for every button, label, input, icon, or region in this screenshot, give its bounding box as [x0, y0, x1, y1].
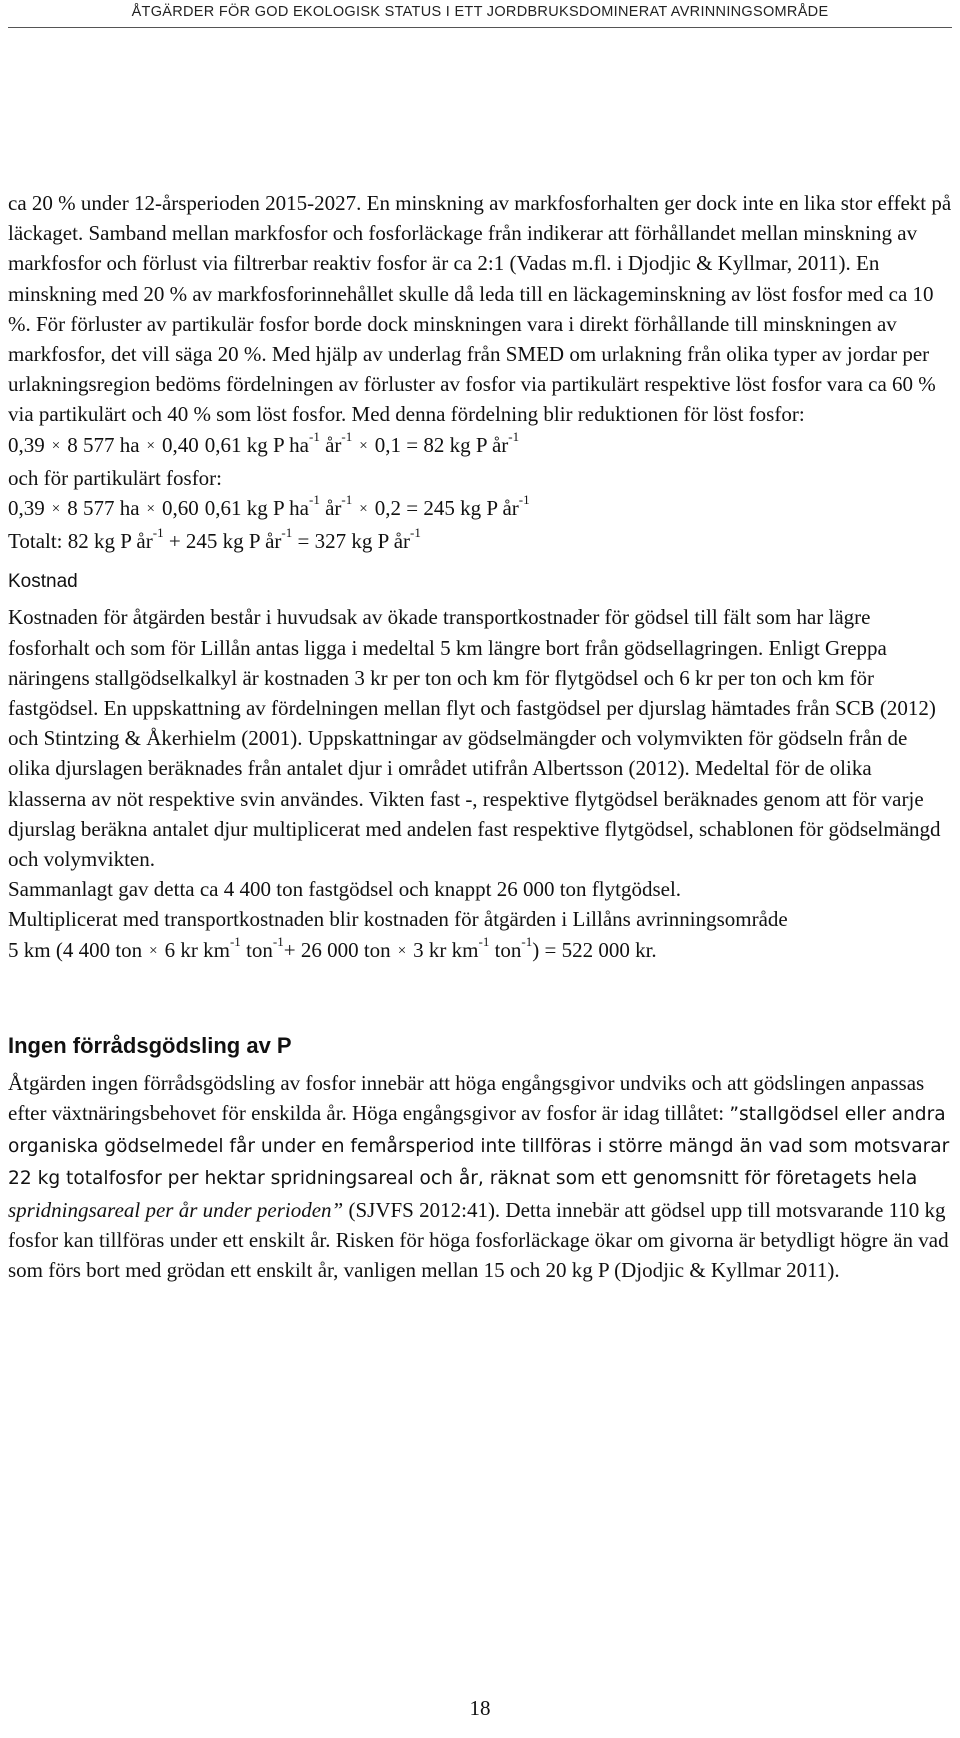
regulation-quote: ”stallgödsel eller andra organiska gödselmedel får under en femårsperiod inte tillföras i större mängd än vad som motsvarar 22 kg totalfosfor per hektar spridningsareal och år, räknat som ett genomsnitt för företagets hela — [8, 1104, 950, 1190]
paragraph-kostnad-sum: Sammanlagt gav detta ca 4 400 ton fastgödsel och knappt 26 000 ton flytgödsel. — [8, 877, 682, 902]
multiply-sign: × — [149, 942, 158, 959]
header-divider — [8, 27, 952, 28]
regulation-quote-italic: spridningsareal per år under perioden” — [8, 1197, 344, 1222]
multiply-sign: × — [146, 501, 156, 518]
multiply-sign: × — [51, 437, 61, 454]
multiply-sign: × — [359, 501, 368, 518]
heading-kostnad: Kostnad — [8, 571, 78, 593]
equation-cost: 5 km (4 400 ton × 6 kr $km^{-1}$ ton$^{-1}$+ 26 000 ton × 3 kr $km^{-1}$ ton$^{-1}$) = 522 000 kr. — [8, 935, 952, 968]
heading-ingen-forradsgodsling: Ingen förrådsgödsling av P — [8, 1032, 292, 1058]
page-number: 18 — [469, 1696, 491, 1720]
multiply-sign: × — [51, 501, 61, 518]
paragraph-intro: ca 20 % under 12-årsperioden 2015-2027. En minskning av markfosforhalten ger dock inte en lika stor effekt på läckaget. Samband mellan markfosfor och fosforläckage från indikerar att förhållandet mellan minskning av markfosfor och förlust via filtrerbar reaktiv fosfor är ca 2:1 (Vadas m.fl. i Djodjic & Kyllmar, 2011). En minskning med 20 % av markfosforinnehållet skulle då leda till en läckageminskning av löst fosfor med ca 10 %. För förluster av partikulär fosfor borde dock minskningen vara i direkt förhållande till minskningen av markfosfor, det vill säga 20 %. Med hjälp av underlag från SMED om urlakning från olika typer av jordar per urlakningsregion bedöms fördelningen av förluster av fosfor via partikulärt respektive löst fosfor vara ca 60 % via partikulärt och 40 % som löst fosfor. Med denna fördelning blir reduktionen för löst fosfor: — [8, 191, 952, 427]
paragraph-kostnad-multiplied: Multiplicerat med transportkostnaden blir kostnaden för åtgärden i Lillåns avrinningsområde — [8, 907, 788, 932]
multiply-sign: × — [397, 942, 407, 959]
equation-particulate-phosphorus: 0,39 × 8 577 ha × 0,60 0,61 kg P $ha^{-1}$ $år^{-1}\times 0,2 = 245$ kg P $år^{-1}$ — [8, 493, 952, 526]
equation-total: Totalt: 82 kg P $år^{-1} + 245$ kg P $år^{-1} = 327$ kg P $år^{-1}$ — [8, 525, 421, 554]
page-body — [8, 188, 952, 1285]
paragraph-between: och för partikulärt fosfor: — [8, 465, 223, 490]
multiply-sign: × — [359, 437, 368, 454]
multiply-sign: × — [146, 437, 156, 454]
equation-dissolved-phosphorus: 0,39 × 8 577 ha × 0,40 0,61 kg P $ha^{-1}$ $år^{-1}\times 0,1 = 82$ kg P $år^{-1}$ — [8, 430, 952, 463]
running-header: ÅTGÄRDER FÖR GOD EKOLOGISK STATUS I ETT JORDBRUKSDOMINERAT AVRINNINGSOMRÅDE — [131, 4, 829, 20]
paragraph-kostnad: Kostnaden för åtgärden består i huvudsak av ökade transportkostnader för gödsel till fält som har lägre fosforhalt och som för Lillån antas ligga i medeltal 5 km längre bort från gödsellagringen. Enligt Greppa näringens stallgödselkalkyl är kostnaden 3 kr per ton och km för flytgödsel och 6 kr per ton och km för fastgödsel. En uppskattning av fördelningen mellan flyt och fastgödsel per djurslag hämtades från SCB (2012) och Stintzing & Åkerhielm (2001). Uppskattningar av gödselmängder och volymvikten för gödseln från de olika djurslagen beräknades från antalet djur i området utifrån Albertsson (2012). Medeltal för de olika klasserna av nöt respektive svin användes. Vikten fast -, respektive flytgödsel beräknades genom att för varje djurslag beräkna antalet djur multiplicerat med andelen fast respektive flytgödsel, schablonen för gödselmängd och volymvikten. — [8, 605, 941, 872]
paragraph-ingen-forradsgodsling: Åtgärden ingen förrådsgödsling av fosfor innebär att höga engångsgivor undviks och att gödslingen anpassas efter växtnäringsbehovet för enskilda år. Höga engångsgivor av fosfor är idag tillåtet: ”stallgödsel eller andra organiska gödselmedel får under en femårsperiod inte tillföras i större mängd än vad som motsvarar 22 kg totalfosfor per hektar spridningsareal och år, räknat som ett genomsnitt för företagets hela spridningsareal per år under perioden” (SJVFS 2012:41). Detta innebär att gödsel upp till motsvarande 110 kg fosfor kan tillföras under ett enskilt år. Risken för höga fosforläckage ökar om givorna är betydligt högre än vad som förs bort med grödan ett enskilt år, vanligen mellan 15 och 20 kg P (Djodjic & Kyllmar 2011). — [8, 1070, 950, 1283]
